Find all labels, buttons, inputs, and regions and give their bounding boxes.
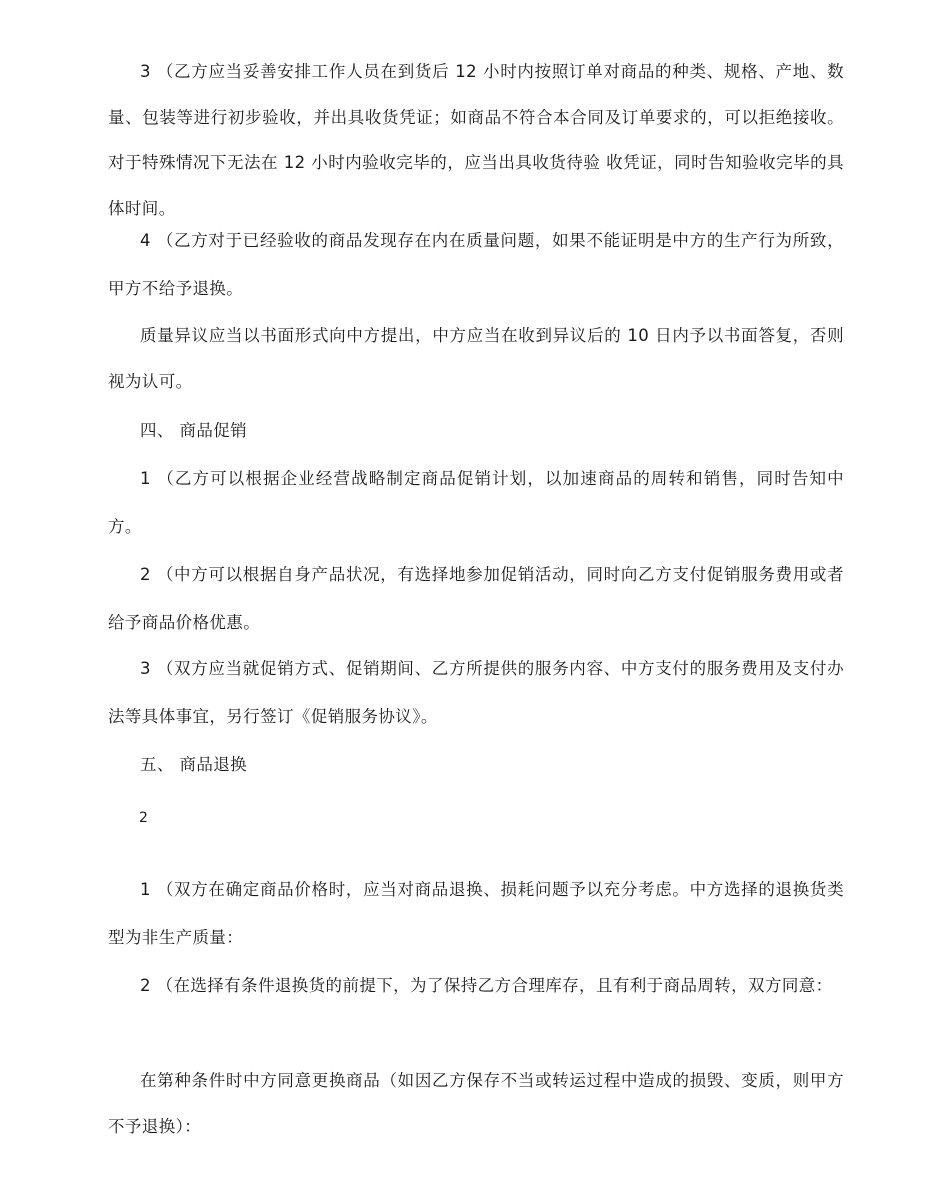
paragraph-returns-2: 2 （在选择有条件退换货的前提下，为了保持乙方合理库存，且有利于商品周转，双方同意： [140,976,833,995]
paragraph-promotion-2: 2 （中方可以根据自身产品状况，有选择地参加促销活动，同时向乙方支付促销服务费用或者给予商品价格优惠。 [108,565,844,632]
paragraph-returns-condition: 在第种条件时中方同意更换商品（如因乙方保存不当或转运过程中造成的损毁、变质，则甲方不予退换）： [108,1071,844,1136]
section-heading-promotion: 四、 商品促销 [140,421,248,440]
paragraph-4-quality: 4 （乙方对于已经验收的商品发现存在内在质量问题，如果不能证明是中方的生产行为所致，甲方不给予退换。 [108,231,844,298]
paragraph-quality-objection: 质量异议应当以书面形式向中方提出，中方应当在收到异议后的 10 日内予以书面答复，否则视为认可。 [108,326,844,391]
paragraph-promotion-1: 1 （乙方可以根据企业经营战略制定商品促销计划，以加速商品的周转和销售，同时告知中方。 [108,469,844,536]
section-heading-returns: 五、 商品退换 [140,755,248,774]
paragraph-returns-1: 1 （双方在确定商品价格时，应当对商品退换、损耗问题予以充分考虑。中方选择的退换货类型为非生产质量： [108,880,844,947]
paragraph-3-acceptance: 3 （乙方应当妥善安排工作人员在到货后 12 小时内按照订单对商品的种类、规格、产地、数量、包装等进行初步验收，并出具收货凭证；如商品不符合本合同及订单要求的，可以拒绝接收。对于特殊情况下无法在 12 小时内验收完毕的，应当出具收货待验 收凭证，同时告知验收完毕的具体时间。 [108,62,844,218]
paragraph-promotion-3: 3 （双方应当就促销方式、促销期间、乙方所提供的服务内容、中方支付的服务费用及支付办法等具体事宜，另行签订《促销服务协议》。 [108,659,844,726]
page-number: 2 [139,810,148,826]
